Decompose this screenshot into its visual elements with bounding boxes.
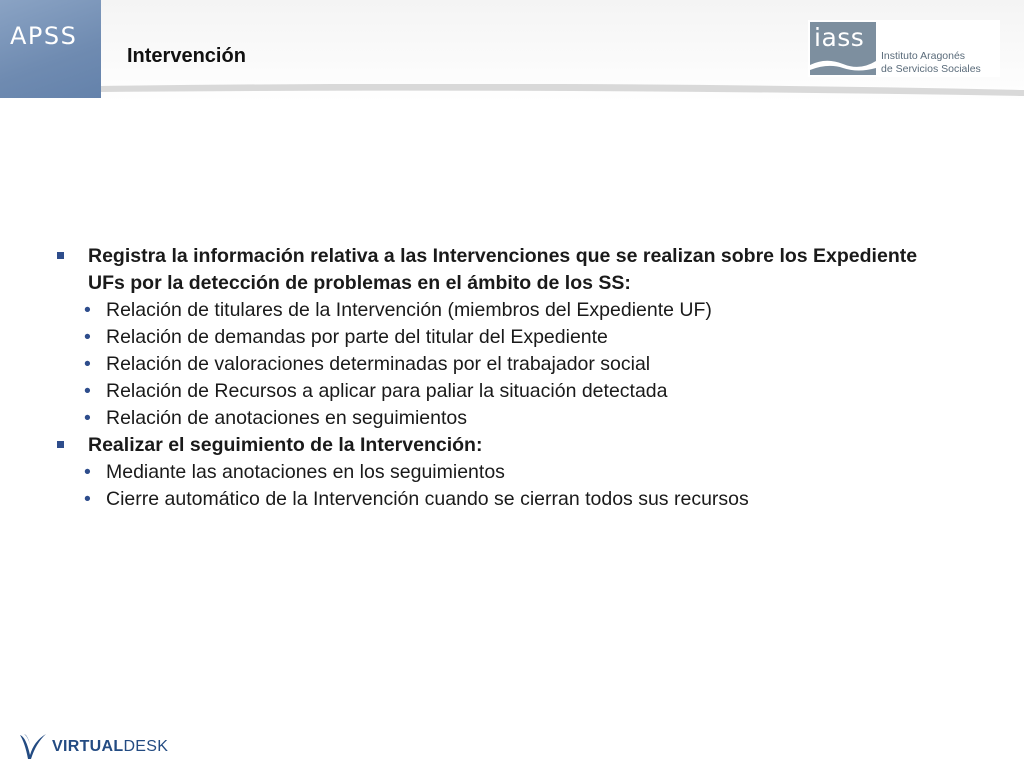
v-swoosh-icon <box>18 731 48 761</box>
dot-bullet-icon: • <box>84 407 91 429</box>
sub-bullet <box>54 405 954 432</box>
iass-name-line2: de Servicios Sociales <box>881 63 981 75</box>
apss-badge <box>0 0 101 98</box>
main-bullet-text: Realizar el seguimiento de la Intervención: <box>88 434 483 456</box>
main-bullet <box>54 432 954 459</box>
sub-bullet-text: Mediante las anotaciones en los seguimientos <box>106 461 505 483</box>
dot-bullet-icon: • <box>84 353 91 375</box>
sub-bullet <box>54 351 954 378</box>
dot-bullet-icon: • <box>84 299 91 321</box>
apss-label: APSS <box>10 22 78 50</box>
page-title: Intervención <box>127 45 246 67</box>
sub-bullet-text: Relación de titulares de la Intervención (miembros del Expediente UF) <box>106 299 712 321</box>
sub-bullet-text: Relación de Recursos a aplicar para paliar la situación detectada <box>106 380 668 402</box>
dot-bullet-icon: • <box>84 380 91 402</box>
iass-logo-mark <box>810 22 876 75</box>
sub-bullet-text: Relación de demandas por parte del titular del Expediente <box>106 326 608 348</box>
header-divider <box>100 84 1024 104</box>
sub-bullet <box>54 459 954 486</box>
bullet-list <box>54 243 954 513</box>
sub-bullet <box>54 486 954 513</box>
sub-bullet <box>54 324 954 351</box>
sub-bullet <box>54 378 954 405</box>
sub-bullet-text: Relación de anotaciones en seguimientos <box>106 407 467 429</box>
iass-name <box>881 50 981 76</box>
dot-bullet-icon: • <box>84 488 91 510</box>
virtualdesk-regular: DESK <box>123 738 169 755</box>
virtualdesk-bold: VIRTUAL <box>52 738 124 755</box>
main-bullet <box>54 243 954 297</box>
virtualdesk-wordmark <box>52 738 168 756</box>
sub-bullet-text: Relación de valoraciones determinadas por el trabajador social <box>106 353 651 375</box>
iass-name-line1: Instituto Aragonés <box>881 50 966 62</box>
virtualdesk-logo <box>18 731 178 761</box>
square-bullet-icon <box>57 252 64 259</box>
wave-icon <box>810 55 876 75</box>
sub-bullet-text: Cierre automático de la Intervención cuando se cierran todos sus recursos <box>106 488 749 510</box>
sub-bullet <box>54 297 954 324</box>
iass-acronym: iass <box>814 23 865 52</box>
iass-logo <box>808 20 1000 77</box>
square-bullet-icon <box>57 441 64 448</box>
main-bullet-text: Registra la información relativa a las Intervenciones que se realizan sobre los Expediente UFs por la detección de problemas en el ámbito de los SS: <box>88 245 918 294</box>
dot-bullet-icon: • <box>84 461 91 483</box>
dot-bullet-icon: • <box>84 326 91 348</box>
